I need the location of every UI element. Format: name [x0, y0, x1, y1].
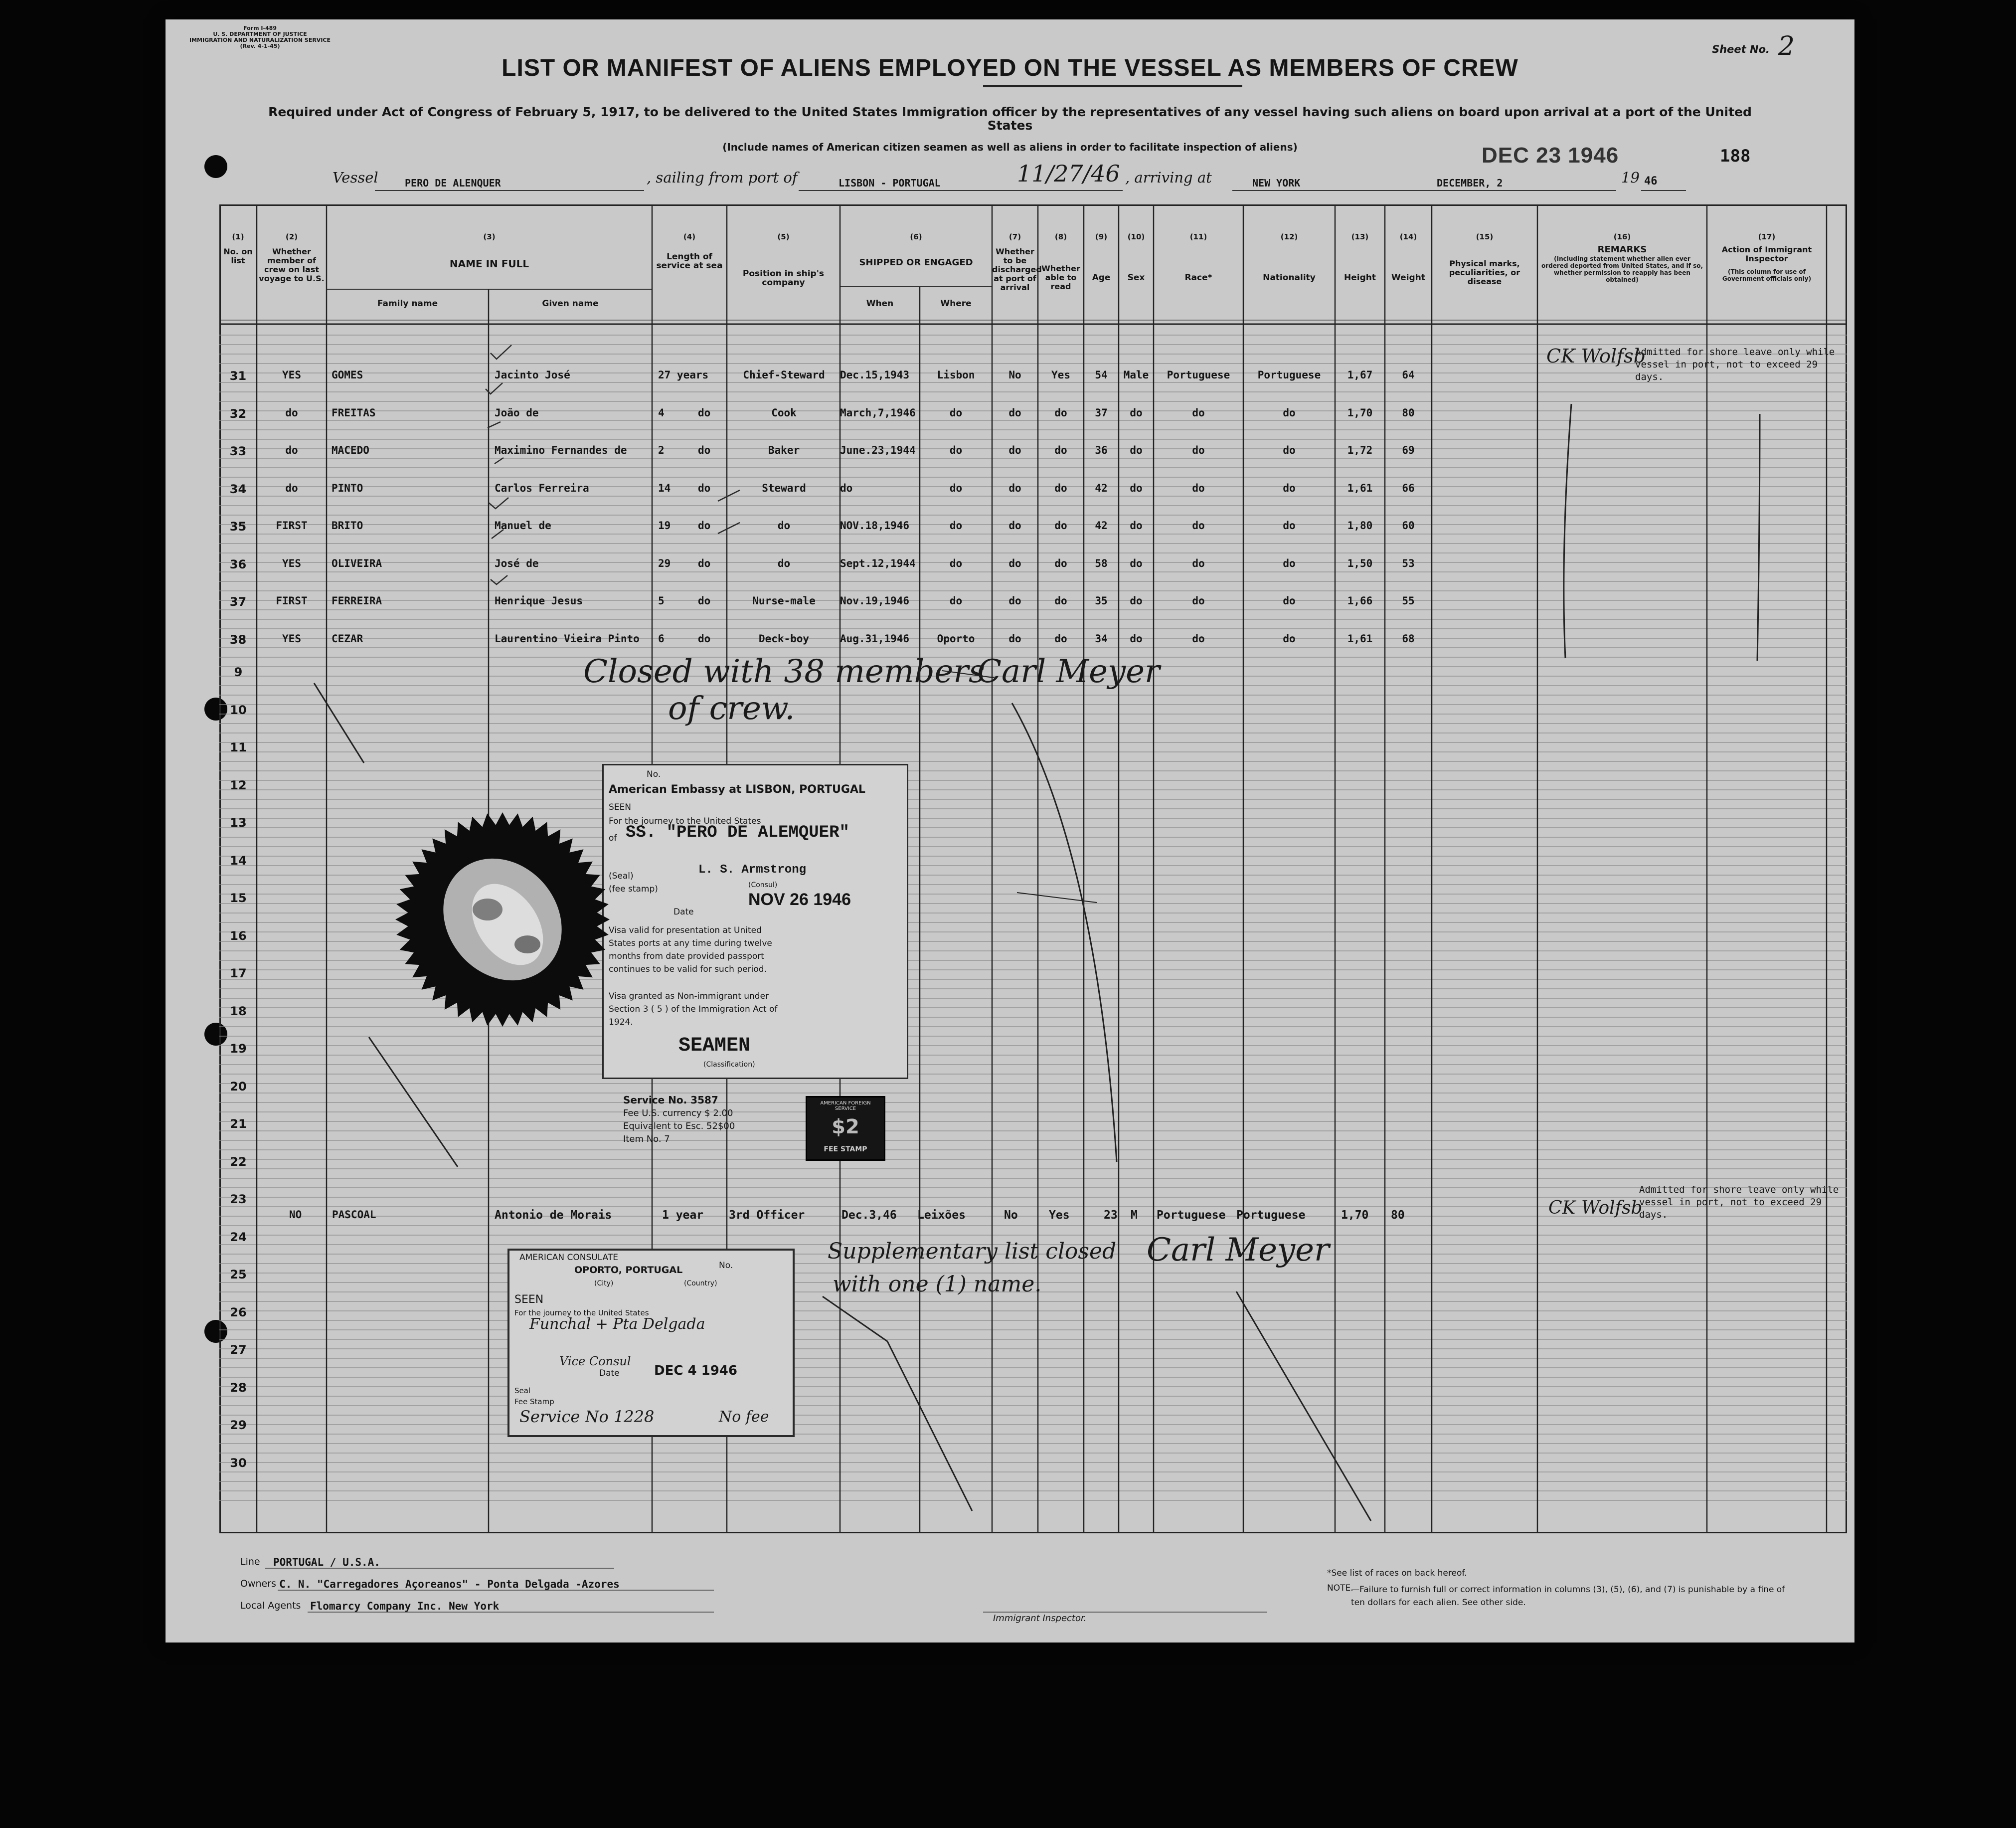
line-number: 20 [230, 1079, 247, 1094]
stamp-seen: SEEN [609, 802, 631, 812]
crew-cell-last: YES [282, 557, 301, 569]
signature-1: Carl Meyer [977, 653, 1160, 690]
crew-cell-service: 27 years [658, 369, 709, 381]
crew-cell-where: Oporto [937, 632, 975, 645]
crew-cell-service-unit: do [698, 444, 711, 456]
crew-cell-when: March,7,1946 [840, 406, 916, 419]
col-header-height: Height [1344, 273, 1376, 283]
fee-stamp-top: AMERICAN FOREIGN SERVICE [820, 1100, 871, 1111]
crew-cell-family: FREITAS [332, 406, 376, 419]
line-number: 10 [230, 703, 247, 717]
col-header-weight: Weight [1391, 273, 1425, 283]
crew-cell-position: do [777, 557, 791, 569]
col-num-6: (6) [910, 232, 922, 241]
crew-cell-race: do [1192, 595, 1205, 607]
crew-cell-no: 35 [229, 520, 247, 534]
crew-cell-family: BRITO [332, 520, 363, 532]
fee-amount: Fee U.S. currency $ 2.00 [623, 1108, 733, 1118]
crew-cell-no: 38 [229, 632, 247, 647]
crew-cell-discharged: do [1008, 444, 1021, 456]
pascoal-last-voyage: NO [289, 1209, 302, 1221]
consulate-service-no: Service No 1228 [519, 1407, 655, 1426]
pascoal-race: Portuguese [1157, 1209, 1226, 1222]
crew-cell-position: Cook [771, 406, 797, 419]
col-header-family: Family name [377, 299, 438, 309]
stamp-no-label: No. [647, 769, 661, 779]
crew-cell-where: do [949, 557, 963, 569]
crew-cell-service: 6 [658, 632, 665, 645]
col-header-remarks: REMARKS [1597, 244, 1647, 255]
footer-agents-value: Flomarcy Company Inc. New York [310, 1600, 500, 1612]
crew-cell-service-unit: do [698, 595, 711, 607]
crew-cell-given: Carlos Ferreira [495, 482, 589, 494]
crew-cell-nationality: do [1283, 482, 1296, 494]
stamp-granted-text: Visa granted as Non-immigrant under Section 3 ( 5 ) of the Immigration Act of 1924. [609, 991, 778, 1027]
arrival-date: DECEMBER, 2 [1437, 177, 1503, 189]
crew-cell-family: MACEDO [332, 444, 369, 456]
remarks-shore-leave-2: Admitted for shore leave only while vessel in port, not to exceed 29 days. [1639, 1184, 1839, 1220]
consulate-vice-consul: Vice Consul [559, 1354, 631, 1368]
crew-cell-weight: 66 [1402, 482, 1415, 494]
crew-cell-height: 1,61 [1347, 482, 1373, 494]
crew-cell-when: Aug.31,1946 [840, 632, 910, 645]
crew-cell-service-unit: do [698, 632, 711, 645]
crew-cell-discharged: No [1008, 369, 1021, 381]
fee-service-no: Service No. 3587 [623, 1094, 718, 1106]
inspector-initials: CK Wolfsb [1546, 345, 1646, 367]
col-header-last-voyage: Whether member of crew on last voyage to U.S. [259, 247, 325, 283]
arriving-label: , arriving at [1125, 169, 1212, 186]
crew-cell-position: Deck-boy [758, 632, 810, 645]
crew-cell-nationality: do [1283, 406, 1296, 419]
crew-cell-nationality: Portuguese [1257, 369, 1321, 381]
col-num-17: (17) [1758, 232, 1776, 241]
sheet-no-label: Sheet No. [1712, 43, 1770, 55]
line-number: 12 [230, 778, 247, 792]
consulate-date-label: Date [599, 1368, 620, 1378]
crew-cell-height: 1,66 [1347, 595, 1373, 607]
crew-cell-given: João de [495, 406, 539, 419]
crew-cell-when: Sept.12,1944 [840, 557, 916, 569]
crew-cell-sex: do [1130, 406, 1143, 419]
crew-cell-height: 1,72 [1347, 444, 1373, 456]
crew-cell-sex: do [1130, 482, 1143, 494]
crew-cell-read: do [1054, 557, 1067, 569]
footer-note-label: NOTE. [1327, 1583, 1353, 1593]
sailing-date-handwritten: 11/27/46 [1017, 160, 1120, 187]
footer-owners-value: C. N. "Carregadores Açoreanos" - Ponta Delgada -Azores [279, 1578, 620, 1590]
consulate-no-fee: No fee [719, 1408, 769, 1426]
line-number: 26 [230, 1305, 247, 1319]
stamp-ship-name: SS. "PERO DE ALEMQUER" [626, 823, 849, 842]
consulate-city-label: (City) [594, 1280, 614, 1287]
line-number: 24 [230, 1230, 247, 1244]
col-num-8: (8) [1054, 232, 1067, 241]
page-title: LIST OR MANIFEST OF ALIENS EMPLOYED ON THE VESSEL AS MEMBERS OF CREW [502, 55, 1518, 81]
line-number: 13 [230, 816, 247, 830]
col-header-discharged: Whether to be discharged at port of arrival [992, 247, 1042, 292]
col-header-physical-marks: Physical marks, peculiarities, or disease [1449, 259, 1520, 286]
vessel-name: PERO DE ALENQUER [405, 177, 501, 189]
consulate-no-label: No. [719, 1261, 733, 1271]
crew-cell-height: 1,70 [1347, 406, 1373, 419]
crew-cell-last: FIRST [276, 520, 308, 532]
supplementary-line2: with one (1) name. [833, 1272, 1042, 1297]
crew-table [219, 204, 1847, 1533]
stamp-date: NOV 26 1946 [748, 890, 851, 909]
crew-cell-discharged: do [1008, 557, 1021, 569]
crew-cell-sex: do [1130, 520, 1143, 532]
crew-cell-where: do [949, 444, 963, 456]
footer-agents-label: Local Agents [240, 1600, 301, 1611]
crew-cell-family: CEZAR [332, 632, 363, 645]
crew-cell-age: 36 [1095, 444, 1108, 456]
revision: (Rev. 4-1-45) [240, 43, 280, 49]
consulate-seal-label: Seal [514, 1386, 531, 1395]
col-header-action: Action of Immigrant Inspector [1721, 245, 1812, 263]
sailing-port: LISBON - PORTUGAL [839, 177, 941, 189]
crew-cell-family: PINTO [332, 482, 363, 494]
stamp-date-label: Date [673, 907, 694, 917]
footer-line-value: PORTUGAL / U.S.A. [273, 1556, 380, 1568]
revenue-fee-stamp [806, 1096, 885, 1161]
year-label: 19 [1621, 169, 1640, 186]
manifest-sheet [166, 19, 1854, 1643]
crew-cell-age: 35 [1095, 595, 1108, 607]
line-number: 30 [230, 1456, 247, 1470]
footer-note: —Failure to furnish full or correct information in columns (3), (5), (6), and (7) is punishable by a fine of ten dollars for each alien. See other side. [1351, 1585, 1785, 1608]
subtitle: Required under Act of Congress of February 5, 1917, to be delivered to the United States Immigration officer by the representatives of any vessel having such aliens on board upon arrival at a port of the United States [268, 105, 1752, 133]
crew-cell-last: FIRST [276, 595, 308, 607]
crew-cell-age: 42 [1095, 520, 1108, 532]
line-number: 15 [230, 891, 247, 905]
footer-line-label: Line [240, 1556, 260, 1567]
crew-cell-when: June.23,1944 [840, 444, 916, 456]
crew-cell-no: 31 [229, 369, 247, 383]
remarks-shore-leave: Admitted for shore leave only while vessel in port, not to exceed 29 days. [1635, 347, 1835, 382]
col-header-sex: Sex [1127, 273, 1145, 283]
stamp-classification-label: (Classification) [703, 1061, 755, 1069]
crew-cell-position: Baker [768, 444, 800, 456]
col-header-no-on-list: No. on list [223, 247, 253, 265]
col-num-16: (16) [1613, 232, 1631, 241]
crew-cell-discharged: do [1008, 520, 1021, 532]
consulate-country-label: (Country) [684, 1280, 717, 1287]
crew-cell-last: do [285, 482, 298, 494]
pascoal-where: Leixões [917, 1209, 966, 1222]
col-num-10: (10) [1127, 232, 1145, 241]
crew-cell-age: 42 [1095, 482, 1108, 494]
crew-cell-when: do [840, 482, 853, 494]
col-num-13: (13) [1351, 232, 1369, 241]
vessel-label: Vessel [333, 169, 378, 186]
col-num-7: (7) [1008, 232, 1021, 241]
consulate-seen: SEEN [514, 1293, 544, 1306]
pascoal-age: 23 [1104, 1209, 1118, 1222]
crew-cell-race: do [1192, 482, 1205, 494]
crew-cell-family: OLIVEIRA [332, 557, 382, 569]
footer-owners-label: Owners [240, 1578, 276, 1589]
crew-cell-family: FERREIRA [332, 595, 382, 607]
crew-cell-read: do [1054, 520, 1067, 532]
crew-cell-last: do [285, 406, 298, 419]
crew-cell-last: YES [282, 632, 301, 645]
col-header-nationality: Nationality [1263, 273, 1316, 283]
crew-cell-weight: 60 [1402, 520, 1415, 532]
crew-cell-last: YES [282, 369, 301, 381]
crew-cell-service: 2 [658, 444, 665, 456]
line-number: 19 [230, 1042, 247, 1056]
col-num-15: (15) [1476, 232, 1494, 241]
crew-cell-weight: 53 [1402, 557, 1415, 569]
crew-cell-weight: 69 [1402, 444, 1415, 456]
line-number: 21 [230, 1117, 247, 1131]
consulate-header: AMERICAN CONSULATE [519, 1253, 618, 1263]
crew-cell-discharged: do [1008, 632, 1021, 645]
crew-cell-race: do [1192, 444, 1205, 456]
crew-cell-weight: 64 [1402, 369, 1415, 381]
crew-cell-nationality: do [1283, 444, 1296, 456]
crew-cell-no: 34 [229, 482, 247, 496]
consulate-place: OPORTO, PORTUGAL [574, 1265, 683, 1276]
crew-cell-weight: 80 [1402, 406, 1415, 419]
vessel-line-rules [166, 19, 1854, 229]
crew-cell-race: do [1192, 406, 1205, 419]
subnote: (Include names of American citizen seamen as well as aliens in order to facilitate inspection of aliens) [722, 141, 1298, 153]
service-name: IMMIGRATION AND NATURALIZATION SERVICE [189, 37, 331, 43]
received-date-stamp: DEC 23 1946 [1482, 143, 1619, 168]
pascoal-weight: 80 [1391, 1209, 1405, 1222]
col-header-race: Race* [1184, 273, 1212, 283]
crew-cell-no: 36 [229, 557, 247, 571]
crew-cell-where: do [949, 406, 963, 419]
col-num-9: (9) [1095, 232, 1108, 241]
crew-cell-discharged: do [1008, 482, 1021, 494]
crew-cell-given: Maximino Fernandes de [495, 444, 627, 456]
crew-cell-discharged: do [1008, 406, 1021, 419]
crew-cell-given: Laurentino Vieira Pinto [495, 632, 640, 645]
crew-cell-read: do [1054, 632, 1067, 645]
crew-cell-service: 4 [658, 406, 665, 419]
pascoal-service: 1 year [662, 1209, 704, 1222]
crew-cell-when: NOV.18,1946 [840, 520, 910, 532]
pascoal-sex: M [1131, 1209, 1138, 1222]
closed-note-line1: Closed with 38 members [583, 653, 985, 690]
crew-cell-where: do [949, 482, 963, 494]
crew-cell-service-unit: do [698, 406, 711, 419]
stamp-consul-line: American Embassy at LISBON, PORTUGAL [609, 783, 865, 796]
line-number: 9 [234, 665, 243, 679]
pascoal-read: Yes [1049, 1209, 1070, 1222]
sailing-label: , sailing from port of [647, 169, 798, 186]
stamp-journey: For the journey to the United States [609, 816, 761, 826]
line-number: 16 [230, 928, 247, 943]
footer-races-note: *See list of races on back hereof. [1327, 1568, 1467, 1578]
crew-cell-when: Nov.19,1946 [840, 595, 910, 607]
year-value: 46 [1644, 175, 1658, 187]
crew-cell-service: 29 [658, 557, 671, 569]
crew-cell-read: do [1054, 406, 1067, 419]
line-number: 28 [230, 1380, 247, 1395]
crew-cell-family: GOMES [332, 369, 363, 381]
crew-cell-sex: do [1130, 632, 1143, 645]
crew-cell-age: 37 [1095, 406, 1108, 419]
fee-item: Item No. 7 [623, 1134, 670, 1144]
crew-cell-sex: do [1130, 444, 1143, 456]
col-num-11: (11) [1189, 232, 1207, 241]
pascoal-position: 3rd Officer [729, 1209, 805, 1222]
crew-cell-height: 1,61 [1347, 632, 1373, 645]
crew-cell-service-unit: do [698, 482, 711, 494]
crew-cell-last: do [285, 444, 298, 456]
line-number: 23 [230, 1192, 247, 1206]
crew-cell-sex: Male [1123, 369, 1149, 381]
punch-hole [204, 155, 227, 178]
crew-cell-no: 33 [229, 444, 247, 458]
col-header-name: NAME IN FULL [449, 258, 529, 270]
crew-cell-service: 19 [658, 520, 671, 532]
crew-cell-read: do [1054, 444, 1067, 456]
line-number: 11 [230, 740, 247, 754]
col-num-12: (12) [1280, 232, 1298, 241]
col-num-3: (3) [483, 232, 496, 241]
crew-cell-given: Jacinto José [495, 369, 570, 381]
supplementary-line1: Supplementary list closed [828, 1239, 1117, 1264]
crew-cell-no: 32 [229, 406, 247, 421]
crew-cell-service-unit: do [698, 557, 711, 569]
pascoal-given: Antonio de Morais [495, 1209, 612, 1222]
arriving-port: NEW YORK [1252, 177, 1301, 189]
crew-cell-nationality: do [1283, 632, 1296, 645]
pascoal-discharged: No [1004, 1209, 1018, 1222]
crew-cell-position: Nurse-male [752, 595, 816, 607]
crew-cell-age: 58 [1095, 557, 1108, 569]
crew-cell-nationality: do [1283, 595, 1296, 607]
stamp-consul-name: L. S. Armstrong [698, 863, 807, 877]
crew-cell-where: do [949, 520, 963, 532]
crew-cell-race: do [1192, 520, 1205, 532]
col-header-position: Position in ship's company [742, 269, 825, 288]
list-number: 188 [1720, 146, 1751, 166]
crew-cell-age: 34 [1095, 632, 1108, 645]
crew-cell-nationality: do [1283, 557, 1296, 569]
consular-seal [393, 810, 612, 1029]
crew-cell-sex: do [1130, 557, 1143, 569]
col-num-5: (5) [777, 232, 790, 241]
fee-equivalent: Equivalent to Esc. 52$00 [623, 1121, 735, 1131]
crew-cell-given: José de [495, 557, 539, 569]
crew-cell-given: Manuel de [495, 520, 551, 532]
pascoal-family: PASCOAL [332, 1209, 376, 1221]
col-num-4: (4) [683, 232, 696, 241]
crew-cell-position: Steward [762, 482, 806, 494]
col-header-remarks-note: (Including statement whether alien ever ordered deported from United States, and if so, whether permission to reapply has been obtained) [1541, 255, 1703, 283]
crew-cell-service: 5 [658, 595, 665, 607]
crew-cell-where: do [949, 595, 963, 607]
col-num-2: (2) [285, 232, 298, 241]
crew-cell-when: Dec.15,1943 [840, 369, 910, 381]
crew-cell-read: do [1054, 482, 1067, 494]
crew-cell-where: Lisbon [937, 369, 975, 381]
crew-cell-weight: 55 [1402, 595, 1415, 607]
line-number: 29 [230, 1418, 247, 1432]
crew-cell-read: do [1054, 595, 1067, 607]
consulate-fee-stamp-label: Fee Stamp [514, 1397, 554, 1406]
col-header-read: Whether able to read [1041, 264, 1080, 291]
col-num-1: (1) [232, 232, 244, 241]
crew-cell-no: 37 [229, 595, 247, 609]
line-number: 27 [230, 1343, 247, 1357]
line-number: 18 [230, 1004, 247, 1018]
consulate-date: DEC 4 1946 [654, 1363, 737, 1378]
crew-cell-nationality: do [1283, 520, 1296, 532]
department: U. S. DEPARTMENT OF JUSTICE [213, 31, 307, 37]
col-header-shipped: SHIPPED OR ENGAGED [859, 257, 973, 268]
stamp-classification: SEAMEN [678, 1035, 751, 1057]
col-header-age: Age [1092, 273, 1111, 283]
pascoal-height: 1,70 [1341, 1209, 1369, 1222]
crew-cell-race: Portuguese [1167, 369, 1230, 381]
pascoal-when: Dec.3,46 [841, 1209, 897, 1222]
consulate-stamp [507, 1249, 795, 1437]
consulate-hand-route: Funchal + Pta Delgada [529, 1315, 705, 1333]
crew-cell-service: 14 [658, 482, 671, 494]
col-header-action-note: (This column for use of Government officials only) [1722, 268, 1812, 282]
stamp-fee-stamp-label: (fee stamp) [609, 884, 658, 894]
col-header-when: When [866, 299, 894, 309]
line-number: 22 [230, 1154, 247, 1169]
crew-cell-height: 1,67 [1347, 369, 1373, 381]
col-num-14: (14) [1399, 232, 1417, 241]
crew-cell-position: do [777, 520, 791, 532]
crew-cell-sex: do [1130, 595, 1143, 607]
closed-note-line2: of crew. [668, 690, 795, 727]
crew-cell-service-unit: do [698, 520, 711, 532]
footer-inspector-label: Immigrant Inspector. [993, 1613, 1087, 1624]
crew-cell-height: 1,50 [1347, 557, 1373, 569]
inspector-initials-2: CK Wolfsb [1548, 1198, 1643, 1218]
stamp-valid-text: Visa valid for presentation at United States ports at any time during twelve months from date provided passport continues to be valid for such period. [609, 925, 772, 974]
stamp-consul-title: (Consul) [748, 881, 778, 889]
crew-cell-height: 1,80 [1347, 520, 1373, 532]
signature-2: Carl Meyer [1147, 1232, 1330, 1269]
line-number: 17 [230, 966, 247, 980]
fee-stamp-value: $2 [832, 1115, 859, 1138]
crew-cell-given: Henrique Jesus [495, 595, 583, 607]
crew-cell-age: 54 [1095, 369, 1108, 381]
crew-cell-position: Chief-Steward [743, 369, 825, 381]
crew-cell-read: Yes [1051, 369, 1070, 381]
stamp-of-label: of [609, 833, 617, 843]
col-header-given: Given name [542, 299, 599, 309]
line-number: 25 [230, 1268, 247, 1281]
crew-cell-discharged: do [1008, 595, 1021, 607]
consulate-journey: For the journey to the United States [514, 1308, 649, 1317]
crew-cell-race: do [1192, 557, 1205, 569]
stamp-seal-label: (Seal) [609, 871, 634, 881]
pascoal-nationality: Portuguese [1236, 1209, 1306, 1222]
crew-cell-race: do [1192, 632, 1205, 645]
col-header-where: Where [940, 299, 972, 309]
embassy-visa-stamp [602, 764, 908, 1079]
fee-stamp-bottom: FEE STAMP [824, 1145, 867, 1153]
form-number: Form I-489 [243, 25, 277, 31]
line-number: 14 [230, 853, 247, 868]
col-header-service: Length of service at sea [656, 252, 723, 271]
crew-cell-weight: 68 [1402, 632, 1415, 645]
sheet-no-value: 2 [1778, 31, 1795, 61]
